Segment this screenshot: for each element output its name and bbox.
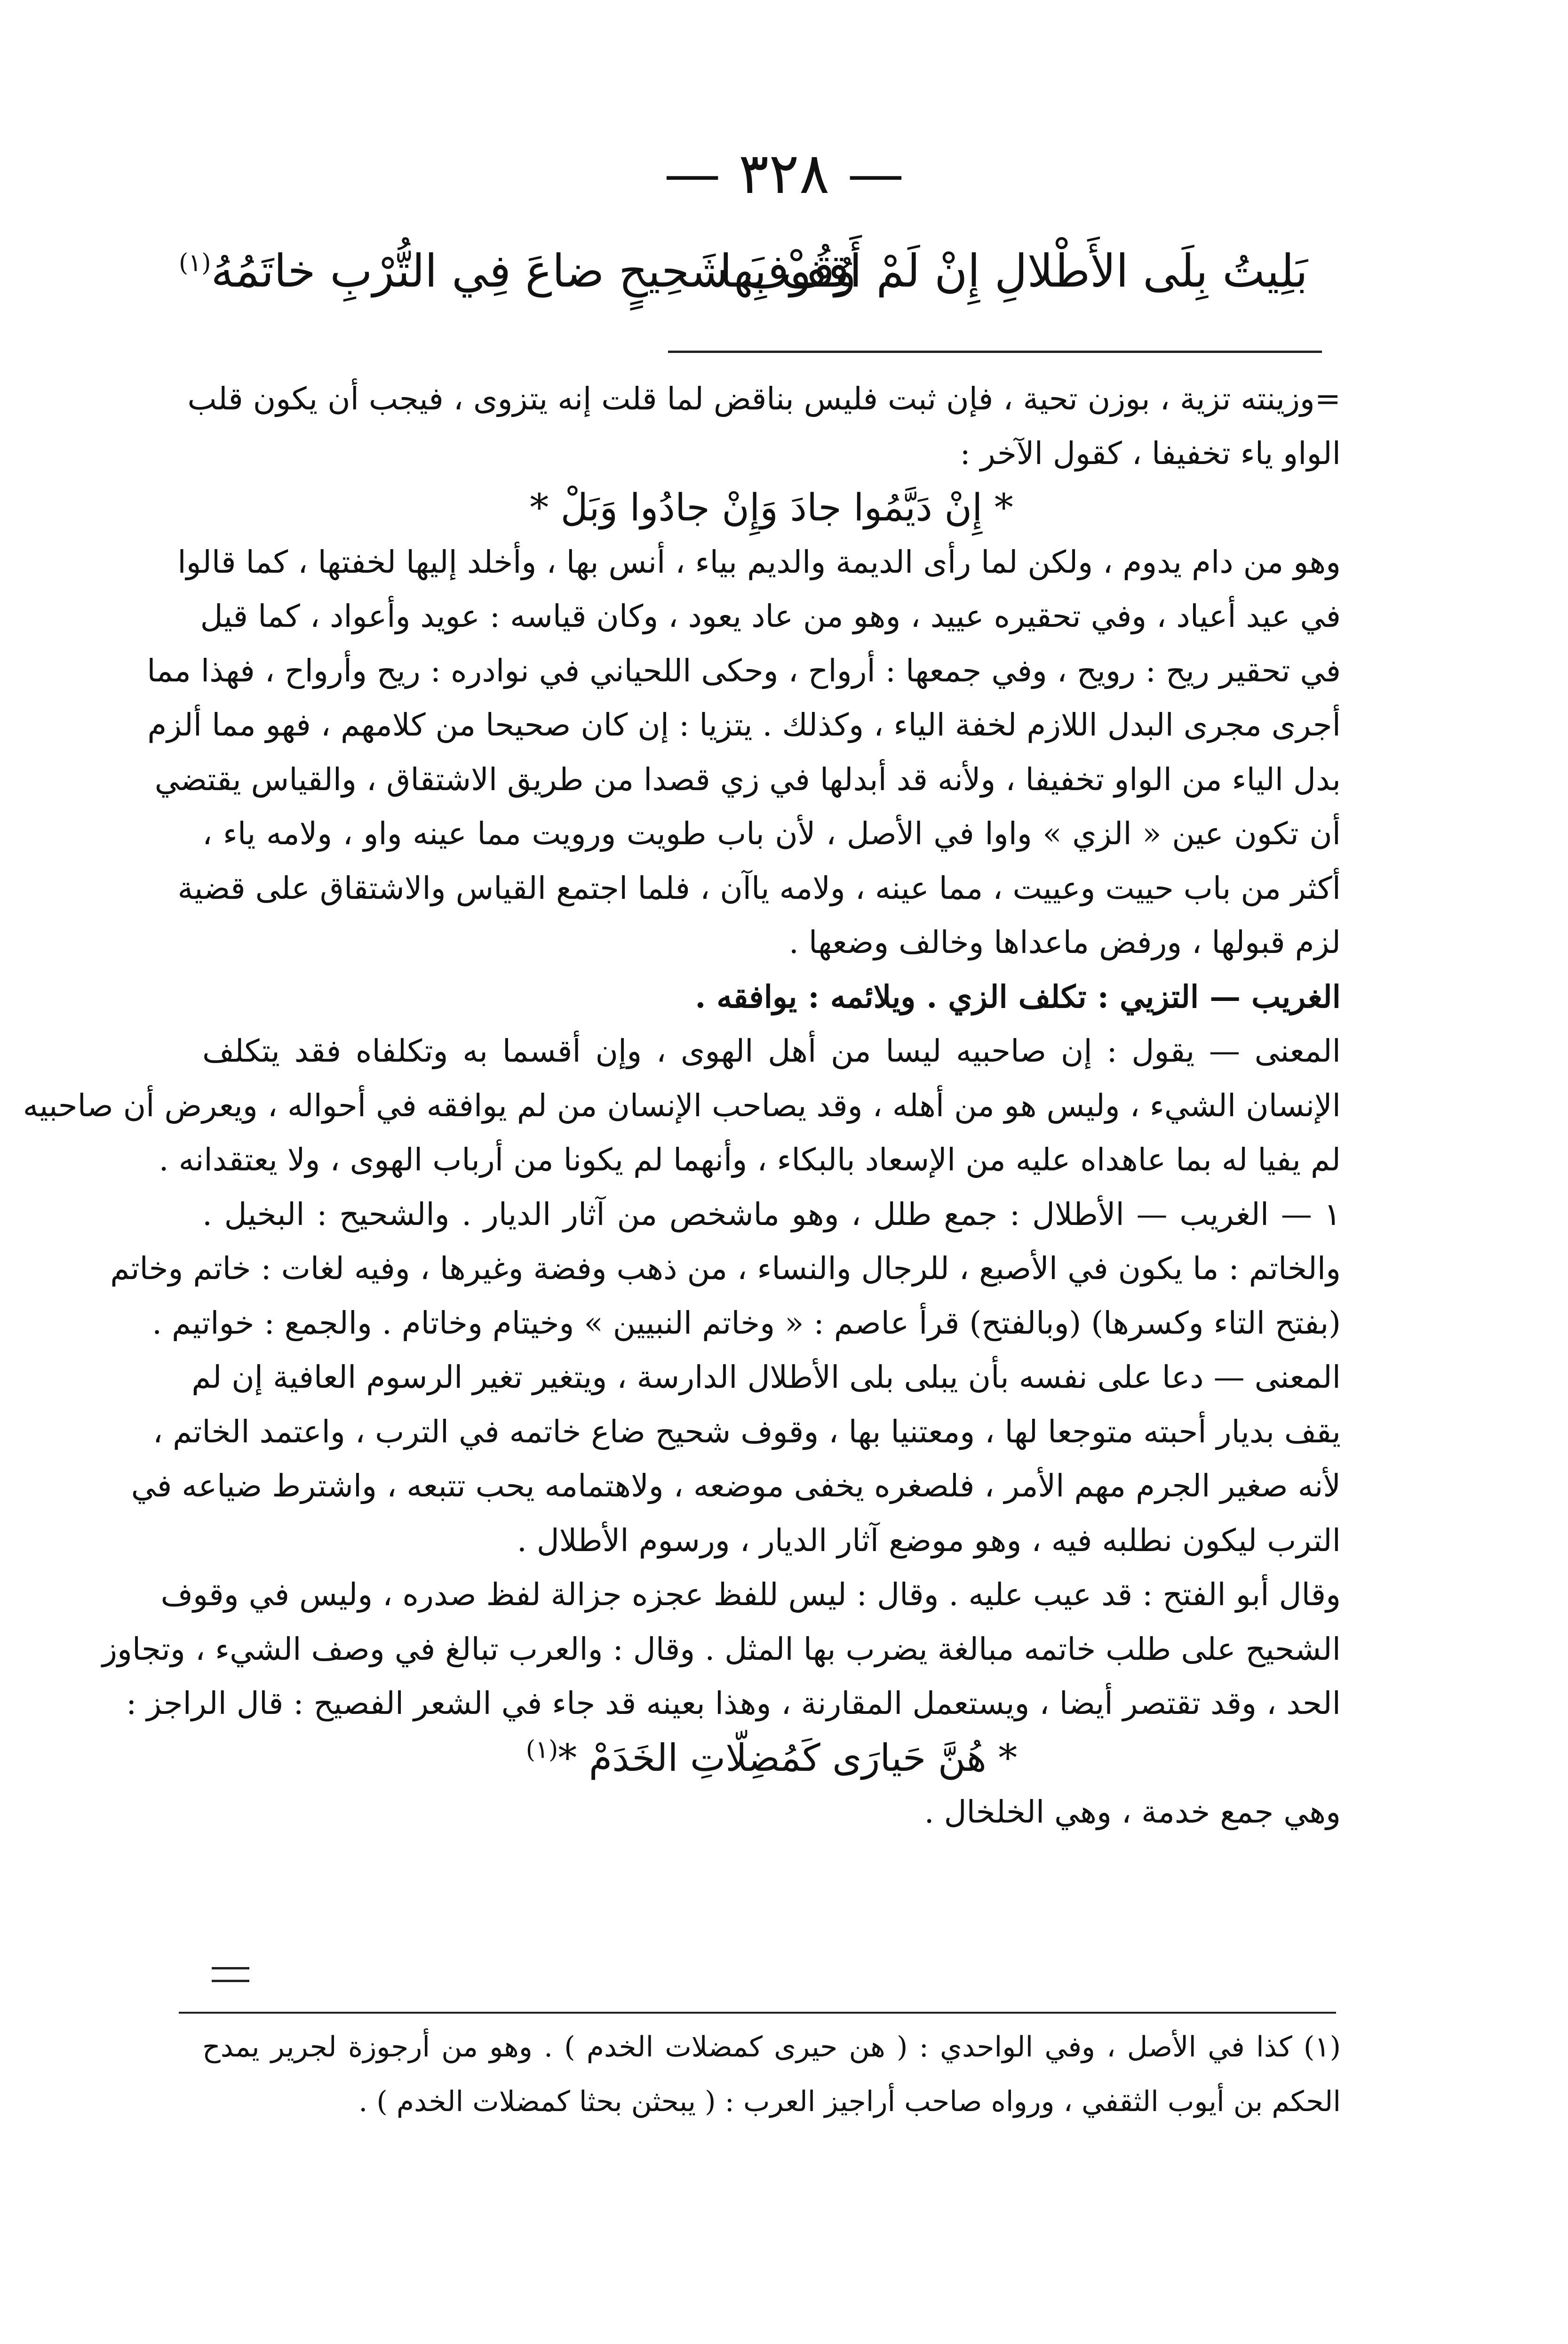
- body-line: وهي جمع خدمة ، وهي الخلخال .: [924, 1794, 1341, 1830]
- body-line: والخاتم : ما يكون في الأصبع ، للرجال والنساء ، من ذهب وفضة وغيرها ، وفيه لغات : خاتم وخاتم: [110, 1250, 1341, 1287]
- body-line: =وزينته تزية ، بوزن تحية ، فإن ثبت فليس بناقض لما قلت إنه يتزوى ، فيجب أن يكون قلب: [187, 381, 1341, 417]
- body-line: الحد ، وقد تقتصر أيضا ، ويستعمل المقارنة ، وهذا بعينه قد جاء في الشعر الفصيح : قال الراجز :: [126, 1685, 1341, 1721]
- body-line: (بفتح التاء وكسرها) (وبالفتح) قرأ عاصم : « وخاتم النبيين » وخيتام وخاتام . والجمع : خواتيم .: [152, 1304, 1341, 1341]
- footnote-separator-rule: [179, 2012, 1336, 2014]
- main-verse: [179, 245, 1308, 329]
- body-line: لزم قبولها ، ورفض ماعداها وخالف وضعها .: [788, 924, 1341, 960]
- body-line: الشحيح على طلب خاتمه مبالغة يضرب بها المثل . وقال : والعرب تبالغ في وصف الشيء ، وتجاوز: [102, 1631, 1341, 1667]
- verse-first-hemistich: بَلِيتُ بِلَى الأَطْلالِ إِنْ لَمْ أَقِفْ بِها: [719, 245, 1308, 297]
- commentary-body: [23, 372, 1341, 1840]
- verse-footnote-ref: (١): [179, 249, 211, 277]
- body-line: أن تكون عين « الزي » واوا في الأصل ، لأن باب طويت ورويت مما عينه واو ، ولامه ياء ،: [202, 816, 1341, 852]
- page-number: — ٣٢٨ —: [664, 141, 904, 207]
- inner-verse-footnote-ref: (١): [525, 1735, 558, 1764]
- quoted-verse-text: * هُنَّ حَيارَى كَمُضِلّاتِ الخَدَمْ *: [558, 1736, 1018, 1780]
- body-line: وقال أبو الفتح : قد عيب عليه . وقال : ليس للفظ عجزه جزالة لفظ صدره ، وليس في وقوف: [160, 1576, 1341, 1613]
- quoted-verse: * إِنْ دَيَّمُوا جادَ وَإِنْ جادُوا وَبَلْ *: [530, 486, 1013, 529]
- body-line: الترب ليكون نطلبه فيه ، وهو موضع آثار الديار ، ورسوم الأطلال .: [517, 1522, 1341, 1559]
- continuation-mark: [212, 1967, 249, 1982]
- body-line: الواو ياء تخفيفا ، كقول الآخر :: [960, 435, 1341, 472]
- verse-separator-rule: [668, 351, 1322, 353]
- body-line: أكثر من باب حييت وعييت ، مما عينه ، ولامه ياآن ، فلما اجتمع القياس والاشتقاق على قضية: [177, 870, 1341, 906]
- body-line: بدل الياء من الواو تخفيفا ، ولأنه قد أبدلها في زي قصدا من طريق الاشتقاق ، والقياس يقتضي: [154, 761, 1341, 798]
- maana-heading-line: المعنى — يقول : إن صاحبيه ليسا من أهل الهوى ، وإن أقسما به وتكلفاه فقد يتكلف: [202, 1033, 1341, 1069]
- body-line: لم يفيا له بما عاهداه عليه من الإسعاد بالبكاء ، وأنهما لم يكونا من أرباب الهوى ، ولا يعتقدانه .: [159, 1142, 1341, 1178]
- maana-heading-line: المعنى — دعا على نفسه بأن يبلى بلى الأطلال الدارسة ، ويتغير تغير الرسوم العافية إن لم: [191, 1359, 1341, 1395]
- verse-second-hemistich-text: وُقُوفَ شَحِيحٍ ضاعَ فِي التُّرْبِ خاتَمُهُ: [211, 245, 857, 297]
- body-line: في تحقير ريح : رويح ، وفي جمعها : أرواح ، وحكى اللحياني في نوادره : ريح وأرواح ، فهذا مما: [147, 652, 1341, 689]
- body-line: أجرى مجرى البدل اللازم لخفة الياء ، وكذلك . يتزيا : إن كان صحيحا من كلامهم ، فهو مما ألزم: [147, 707, 1341, 743]
- body-line: لأنه صغير الجرم مهم الأمر ، فلصغره يخفى موضعه ، ولاهتمامه يحب تتبعه ، واشترط ضياعه في: [131, 1468, 1341, 1504]
- verse-1-gharib-line: ١ — الغريب — الأطلال : جمع طلل ، وهو ماشخص من آثار الديار . والشحيح : البخيل .: [202, 1196, 1341, 1232]
- gharib-heading-line: الغريب — التزيي : تكلف الزي . ويلائمه : يوافقه .: [695, 978, 1341, 1015]
- footnote-line: (١) كذا في الأصل ، وفي الواحدي : ( هن حيرى كمضلات الخدم ) . وهو من أرجوزة لجرير يمدح: [202, 2031, 1341, 2064]
- body-line: يقف بديار أحبته متوجعا لها ، ومعتنيا بها ، وقوف شحيح ضاع خاتمه في الترب ، واعتمد الخاتم ،: [152, 1413, 1341, 1450]
- body-line: الإنسان الشيء ، وليس هو من أهله ، وقد يصاحب الإنسان من لم يوافقه في أحواله ، ويعرض أن صاحبيه: [23, 1087, 1341, 1124]
- body-line: في عيد أعياد ، وفي تحقيره عييد ، وهو من عاد يعود ، وكان قياسه : عويد وأعواد ، كما قيل: [200, 598, 1341, 634]
- quoted-verse: [202, 1731, 1341, 1785]
- footnotes: [202, 2024, 1341, 2132]
- footnote-line: الحكم بن أيوب الثقفي ، ورواه صاحب أراجيز العرب : ( يبحثن بحثا كمضلات الخدم ) .: [358, 2085, 1341, 2118]
- verse-second-hemistich: [179, 245, 856, 297]
- body-line: وهو من دام يدوم ، ولكن لما رأى الديمة والديم بياء ، أنس بها ، وأخلد إليها لخفتها ، كما قالوا: [177, 544, 1341, 580]
